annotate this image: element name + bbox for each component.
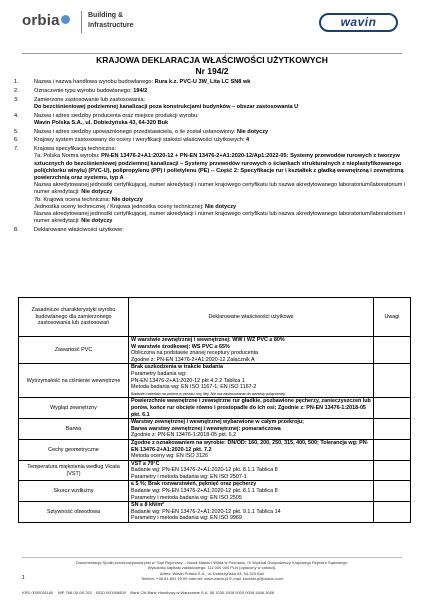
row-characteristic: Barwa: [19, 419, 129, 440]
item-7: 7. Krajowa specyfikacja techniczna: 7a. Polska Norma wyrobu: PN-EN 13476-2+A1:2020-12 + PN-EN 13476-2+A1:2020-12/Ap1:2022-05: Systemy przewodów rurowych z tworzyw sztucznych do bezciśnieniowej podziemnej kanalizacji – Systemy przewodów rurowych o ściankach strukturalnych z nieplastyfikowanego poli(chlorku winylu) (PVC-U), polipropylenu (PP) i polietylenu (PE) -- Część 2: Specyfikacje rur i kształtek z gładką wewnętrzną i zewnętrzną powierzchnią oraz systemu, typ A Nazwa akredytowanej jednostki certyfikującej, numer akredytacji i numer krajowego certyfikatu lub nazwa akredytowanego laboratorium/laboratorium i numer akredytacji: Nie dotyczy 7b. Krajowa ocena techniczna: Nie dotyczy Jednostka oceny technicznej / Krajowa jednostka oceny technicznej: Nie dotyczy Nazwa akredytowanej jednostki certyfikującej, numer akredytacji i numer krajowego certyfikatu lub nazwa akredytowanego laboratorium/laboratorium i numer akredytacji: Nie dotyczy: [14, 146, 406, 225]
footer-registry: Dokumentacja Spółki przechowywana jest w: Sąd Rejonowy – Nowa Miasto i Wilda w Poznaniu, IX Wydział Gospodarczy Krajowego Rejestru Sądowego.: [75, 560, 349, 565]
row-declared: Warstwy zewnętrznej i wewnętrznej wybarwione w całym przekroju; Barwa warstwy zewnętrznej i wewnętrznej: pomarańczowa Zgodnie z: PN-EN 13476-1:2018-05 pkt. 6.2: [129, 419, 374, 440]
title-rule-top: [22, 53, 402, 54]
table-row: [19, 364, 411, 398]
properties-table: [18, 297, 411, 523]
nip-number: NIP 788-00-08-763: [57, 590, 92, 595]
table-row: [19, 502, 411, 523]
row-declared: ≤ 5 %; Brak rozwarstwień, pęknięć oraz pęcherzy Badanie wg: PN-EN 13476-2+A1:2020-12 pkt. 8.1.1 Tablica 8 Parametry i metoda badania wg: EN ISO 2505: [129, 481, 374, 502]
footer-rule: [22, 557, 402, 558]
item-8: 8. Deklarowane właściwości użytkowe:: [14, 227, 124, 234]
table-row: [19, 439, 411, 460]
header-characteristic: Zasadnicze charakterystyki wyrobu budowlanego dla zamierzonego zastosowania lub zastosowań: [19, 298, 129, 337]
row-characteristic: Temperatura mięknienia według Vicata (VST): [19, 460, 129, 481]
row-characteristic: Sztywność obwodowa: [19, 502, 129, 523]
footer-capital: Wysokość kapitału zakładowego: 111 000 000 PLN (opłacony w całości).: [147, 565, 277, 571]
row-notes: [374, 460, 411, 481]
logo-divider: [81, 11, 82, 33]
document-title: KRAJOWA DEKLARACJA WŁAŚCIWOŚCI UŻYTKOWYCH: [96, 55, 328, 65]
declaration-items: [10, 79, 412, 236]
item-4: 4. Nazwa i adres siedziby producenta oraz miejsce produkcji wyrobu: Wavin Polska S.A., ul. Dobieżyńska 43, 64-320 Buk: [14, 112, 199, 126]
row-declared: SN ≥ 8 kN/m² Badanie wg: PN-EN 13476-2+A1:2020-12 pkt. 9.1.1 Tablica 14 Parametry i metoda badania wg: EN ISO 9969: [129, 502, 374, 523]
footer-ids: [22, 590, 402, 595]
bank-account: Bank Citi Bank Handlowy w Warszawie S.A. 58 1030 1508 0000 0008 1846 3006: [130, 590, 275, 595]
document-number: Nr 194/2: [195, 66, 229, 76]
table-header-row: [19, 298, 411, 337]
row-notes: [374, 398, 411, 419]
krs-number: KRS 0000051160: [22, 590, 54, 595]
table-row: [19, 481, 411, 502]
orbia-logo: orbia: [22, 12, 70, 29]
row-characteristic: Cechy geometryczne: [19, 439, 129, 460]
bdo-number: BDO 000006800: [96, 590, 126, 595]
item-1: 1. Nazwa i nazwa handlowa wyrobu budowlanego: Rura k.z. PVC-U 3W_Lita LC SN8 wk: [14, 79, 251, 85]
tagline-line1: Building &: [88, 12, 123, 19]
row-declared: Zgodne z oznakowaniem na wyrobie: DN/OD: 160, 200, 250, 315, 400, 500; Tolerancja wg: PN-EN 13476-2+A1:2020-12 pkt. 7.2 Metoda oceny wg: EN ISO 3126: [129, 439, 374, 460]
footer-address: Adres: Wavin Polska S.A., ul. Dobieżyńska 43, 64-320 Buk: [159, 570, 265, 576]
row-notes: [374, 337, 411, 364]
row-notes: [374, 439, 411, 460]
row-characteristic: Wygląd zewnętrzny: [19, 398, 129, 419]
item-5: 5. Nazwa i adres siedziby upoważnionego przedstawiciela, o ile został ustanowiony: Nie dotyczy: [14, 128, 269, 135]
row-notes: [374, 502, 411, 523]
row-declared: VST ≥ 79°C Badanie wg: PN-EN 13476-2+A1:2020-12 pkt. 8.1.1 Tablica 8 Parametry i metoda badania wg: EN ISO 2507-1: [129, 460, 374, 481]
page-number: 1: [22, 575, 25, 581]
row-declared: Brak uszkodzenia w trakcie badania Parametry badania wg: PN-EN 13476-2+A1:2020-12 pkt 4.2.2 Tablica 1 Metoda badania wg: EN ISO 1167-1; EN ISO 1167-2 Badanie materiału na próbce w postaci rury litej. Nie ma zastosowania do warstwy połączenia): [129, 364, 374, 398]
footer: [0, 560, 424, 582]
header-notes: Uwagi: [374, 298, 411, 337]
table-row: [19, 337, 411, 364]
row-characteristic: Wytrzymałość na ciśnienie wewnętrzne: [19, 364, 129, 398]
footer-contact: Telefon: +48 61 891 10 00 Internet: www.wavin.pl E-mail: kontakt.pl@wavin.com: [140, 576, 284, 582]
row-notes: [374, 364, 411, 398]
item-6: 6. Krajowy system zastosowany do oceny i weryfikacji stałości właściwości użytkowych: 4: [14, 137, 250, 144]
row-notes: [374, 481, 411, 502]
header: [0, 0, 424, 44]
header-declared: Deklarowane właściwości użytkowe: [129, 298, 374, 337]
row-characteristic: Zawartość PVC: [19, 337, 129, 364]
building-infrastructure-label: [88, 11, 134, 31]
table-row: [19, 419, 411, 440]
item-2: 2. Oznaczenie typu wyrobu budowlanego: 194/2: [14, 87, 148, 94]
table-row: [19, 398, 411, 419]
row-notes: [374, 419, 411, 440]
row-note: Badanie materiału na próbce w postaci rury litej. Nie ma zastosowania do warstwy połączenia): [131, 391, 285, 396]
tagline-line2: Infrastructure: [88, 22, 134, 29]
wavin-logo: wavin: [319, 13, 398, 32]
item-3: 3. Zamierzone zastosowanie lub zastosowania: Do bezciśnieniowej podziemnej kanalizacji poza konstrukcjami budynków – obszar zastosowania U: [14, 96, 299, 110]
row-declared: Powierzchnie wewnętrzne i zewnętrzne rur gładkie, pozbawione pęcherzy, zanieczyszczeń lub porów, końce rur obcięte równo i prostopadle do ich osi; Zgodnie z: PN-EN 13476-1:2018-05 pkt. 6.1: [129, 398, 374, 419]
row-declared: W warstwie zewnętrznej i wewnętrznej: WW i WZ PVC ≥ 80% W warstwie środkowej: WS PVC ≥ 65% Obliczona na podstawie znanej receptury producenta Zgodne z: PN-EN 13476-2+A1:2020-12 Załącznik A: [129, 337, 374, 364]
orbia-dot-icon: [61, 15, 70, 24]
row-characteristic: Skurcz wzdłużny: [19, 481, 129, 502]
table-row: [19, 460, 411, 481]
